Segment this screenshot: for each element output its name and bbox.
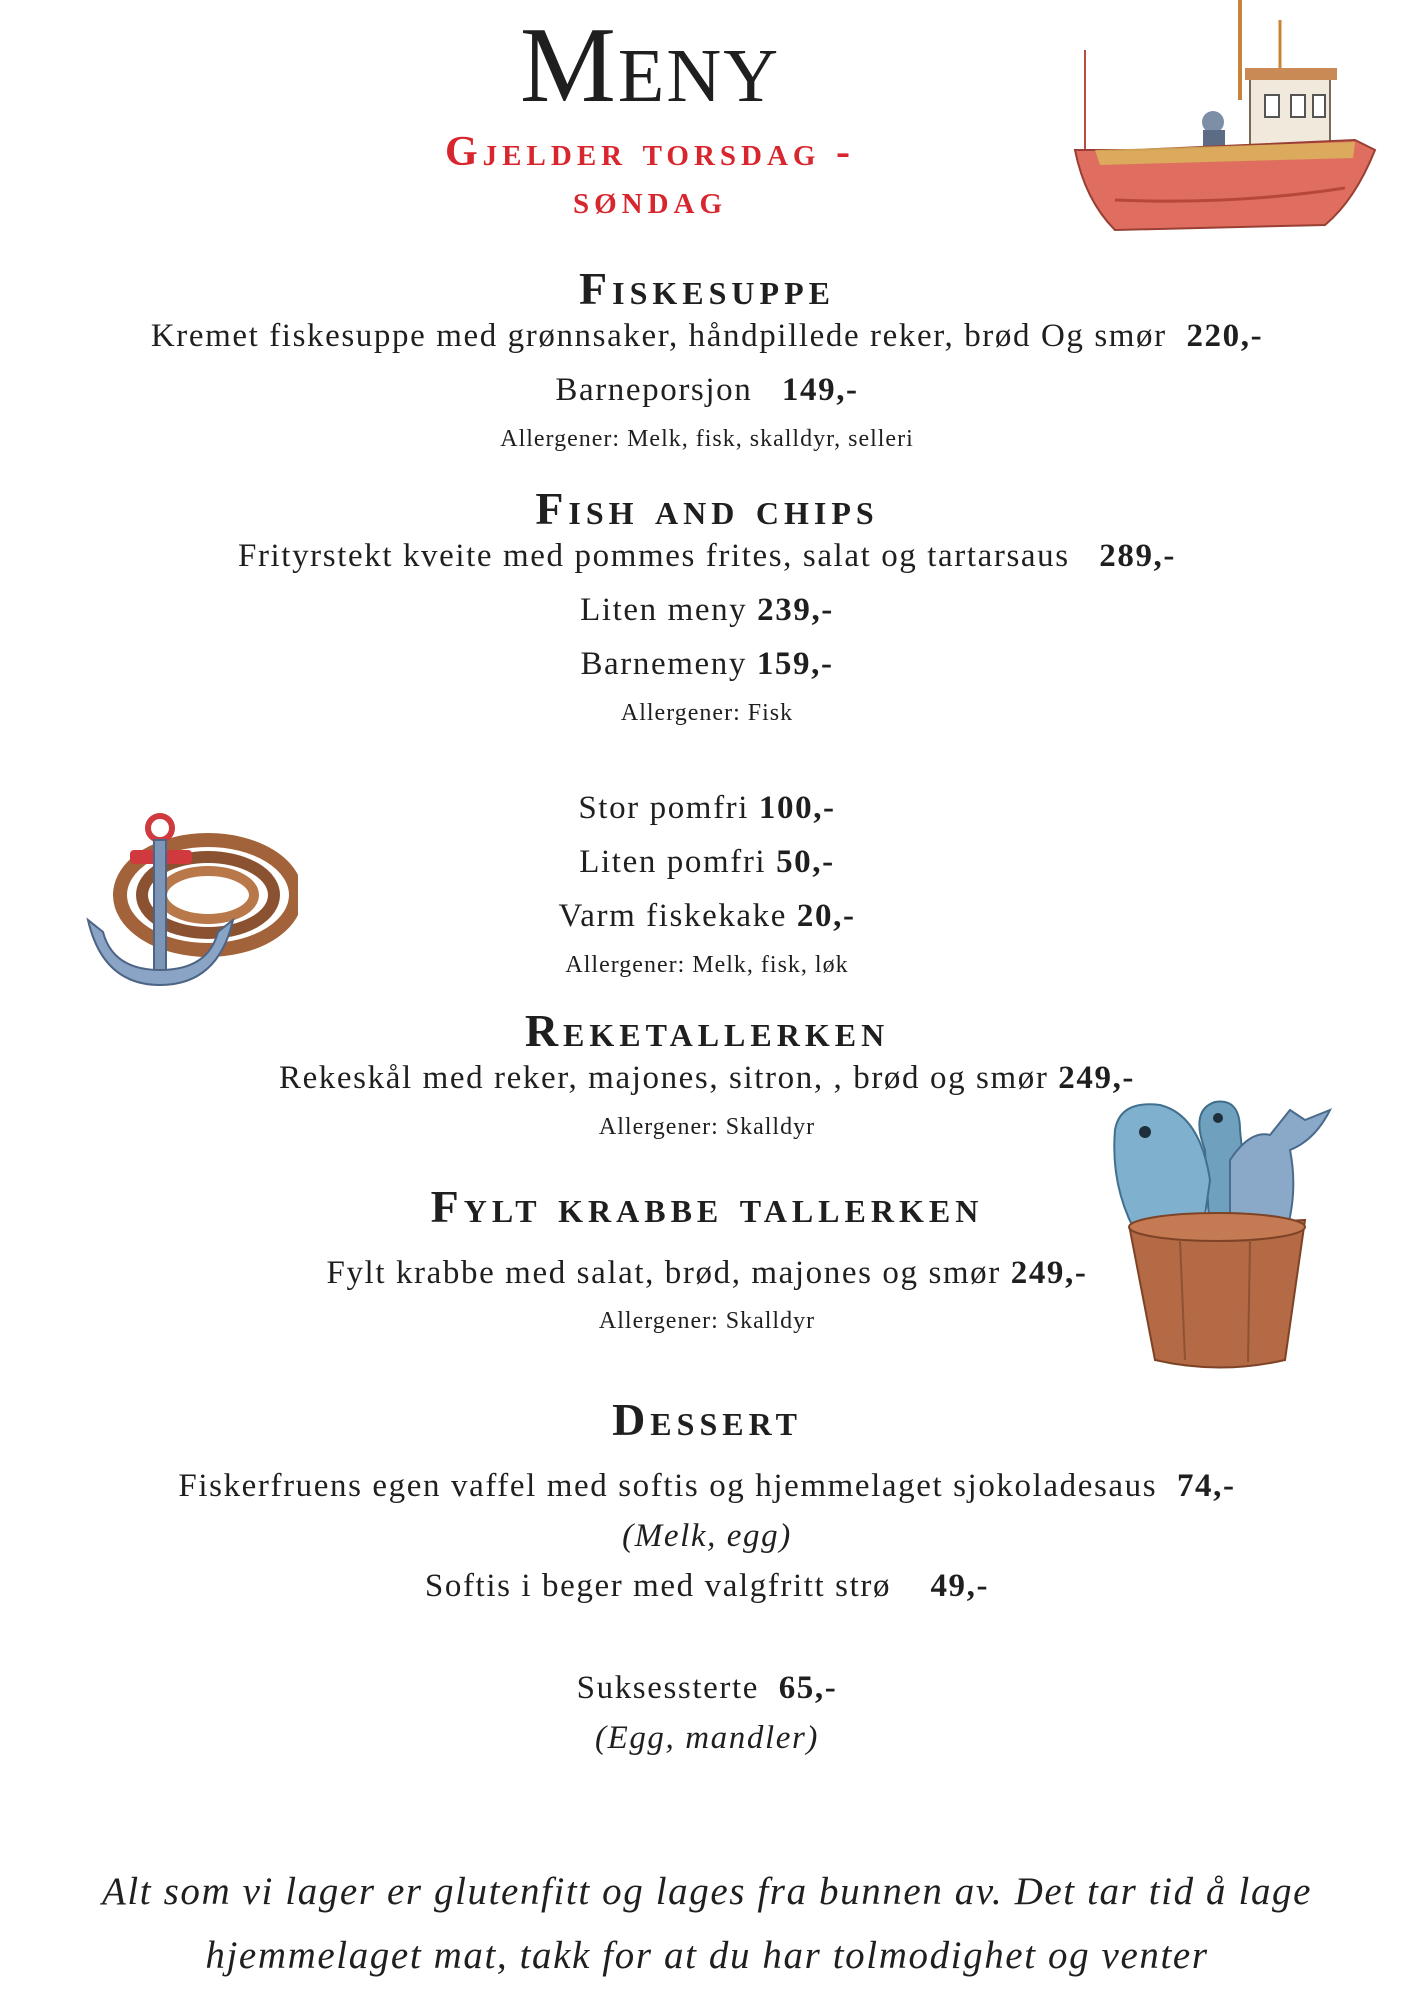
item-price: 100,- [758,790,836,826]
item-price: 50,- [776,844,835,880]
footer-note [0,1860,1414,1988]
item-text: Frityrstekt kveite med pommes frites, salat og tartarsaus [238,538,1070,574]
item-price: 49,- [930,1568,990,1604]
item-text: Suksessterte [576,1670,759,1706]
section-heading-fylt-krabbe: Fylt krabbe tallerken [430,1181,984,1232]
item-price: 239,- [757,592,834,628]
item-text: Liten meny [580,592,748,628]
menu-item-fylt-krabbe [0,1255,1414,1292]
item-text: Fylt krabbe med salat, brød, majones og smør [326,1255,1001,1291]
allergens-fish-and-chips: Allergener: Fisk [620,700,794,726]
menu-item-softis [0,1568,1414,1605]
item-text: Rekeskål med reker, majones, sitron, , brød og smør [278,1060,1049,1096]
menu-title: Meny [519,6,781,125]
footer-line-2: hjemmelaget mat, takk for at du har tolmodighet og venter [205,1934,1209,1977]
allergens-reketallerken: Allergener: Skalldyr [598,1114,816,1140]
menu-item-suksessterte [0,1670,1414,1707]
item-price: 149,- [781,372,859,408]
subtitle-line-1: Gjelder torsdag - [445,129,855,175]
menu-item-liten-pomfri [0,844,1414,881]
allergens-suksessterte: (Egg, mandler) [594,1720,820,1756]
item-text: Stor pomfri [578,790,750,826]
item-text: Kremet fiskesuppe med grønnsaker, håndpillede reker, brød Og smør [150,318,1167,354]
item-price: 249,- [1058,1060,1136,1096]
item-text: Barneporsjon [555,372,753,408]
section-heading-reketallerken: Reketallerken [524,1005,890,1056]
allergens-fylt-krabbe: Allergener: Skalldyr [598,1308,816,1334]
allergens-vaffel: (Melk, egg) [622,1518,792,1554]
menu-item-barnemeny [0,646,1414,683]
item-price: 159,- [756,646,834,682]
menu-item-barneporsjon [0,372,1414,409]
item-text: Softis i beger med valgfritt strø [424,1568,892,1604]
subtitle-line-2: søndag [572,177,728,223]
item-text: Liten pomfri [579,844,767,880]
menu-item-fiskesuppe [0,318,1414,355]
footer-line-1: Alt som vi lager er glutenfitt og lages fra bunnen av. Det tar tid å lage [101,1870,1313,1913]
menu-item-varm-fiskekake [0,898,1414,935]
section-heading-fish-and-chips: Fish and chips [535,483,879,534]
item-text: Barnemeny [580,646,747,682]
item-price: 74,- [1176,1468,1236,1504]
fishing-boat-icon [1055,0,1385,240]
section-heading-dessert: Dessert [612,1394,802,1445]
allergens-sides: Allergener: Melk, fisk, løk [565,952,849,978]
item-price: 249,- [1010,1255,1088,1291]
menu-item-liten-meny [0,592,1414,629]
item-price: 65,- [778,1670,838,1706]
allergens-fiskesuppe: Allergener: Melk, fisk, skalldyr, selleri [500,426,914,452]
menu-item-stor-pomfri [0,790,1414,827]
item-price: 289,- [1099,538,1176,574]
item-text: Varm fiskekake [558,898,788,934]
section-heading-fiskesuppe: Fiskesuppe [579,263,835,314]
menu-item-fish-and-chips [0,538,1414,575]
item-text: Fiskerfruens egen vaffel med softis og hjemmelaget sjokoladesaus [178,1468,1158,1504]
menu-item-vaffel [0,1468,1414,1505]
item-price: 20,- [796,898,856,934]
item-price: 220,- [1186,318,1264,354]
